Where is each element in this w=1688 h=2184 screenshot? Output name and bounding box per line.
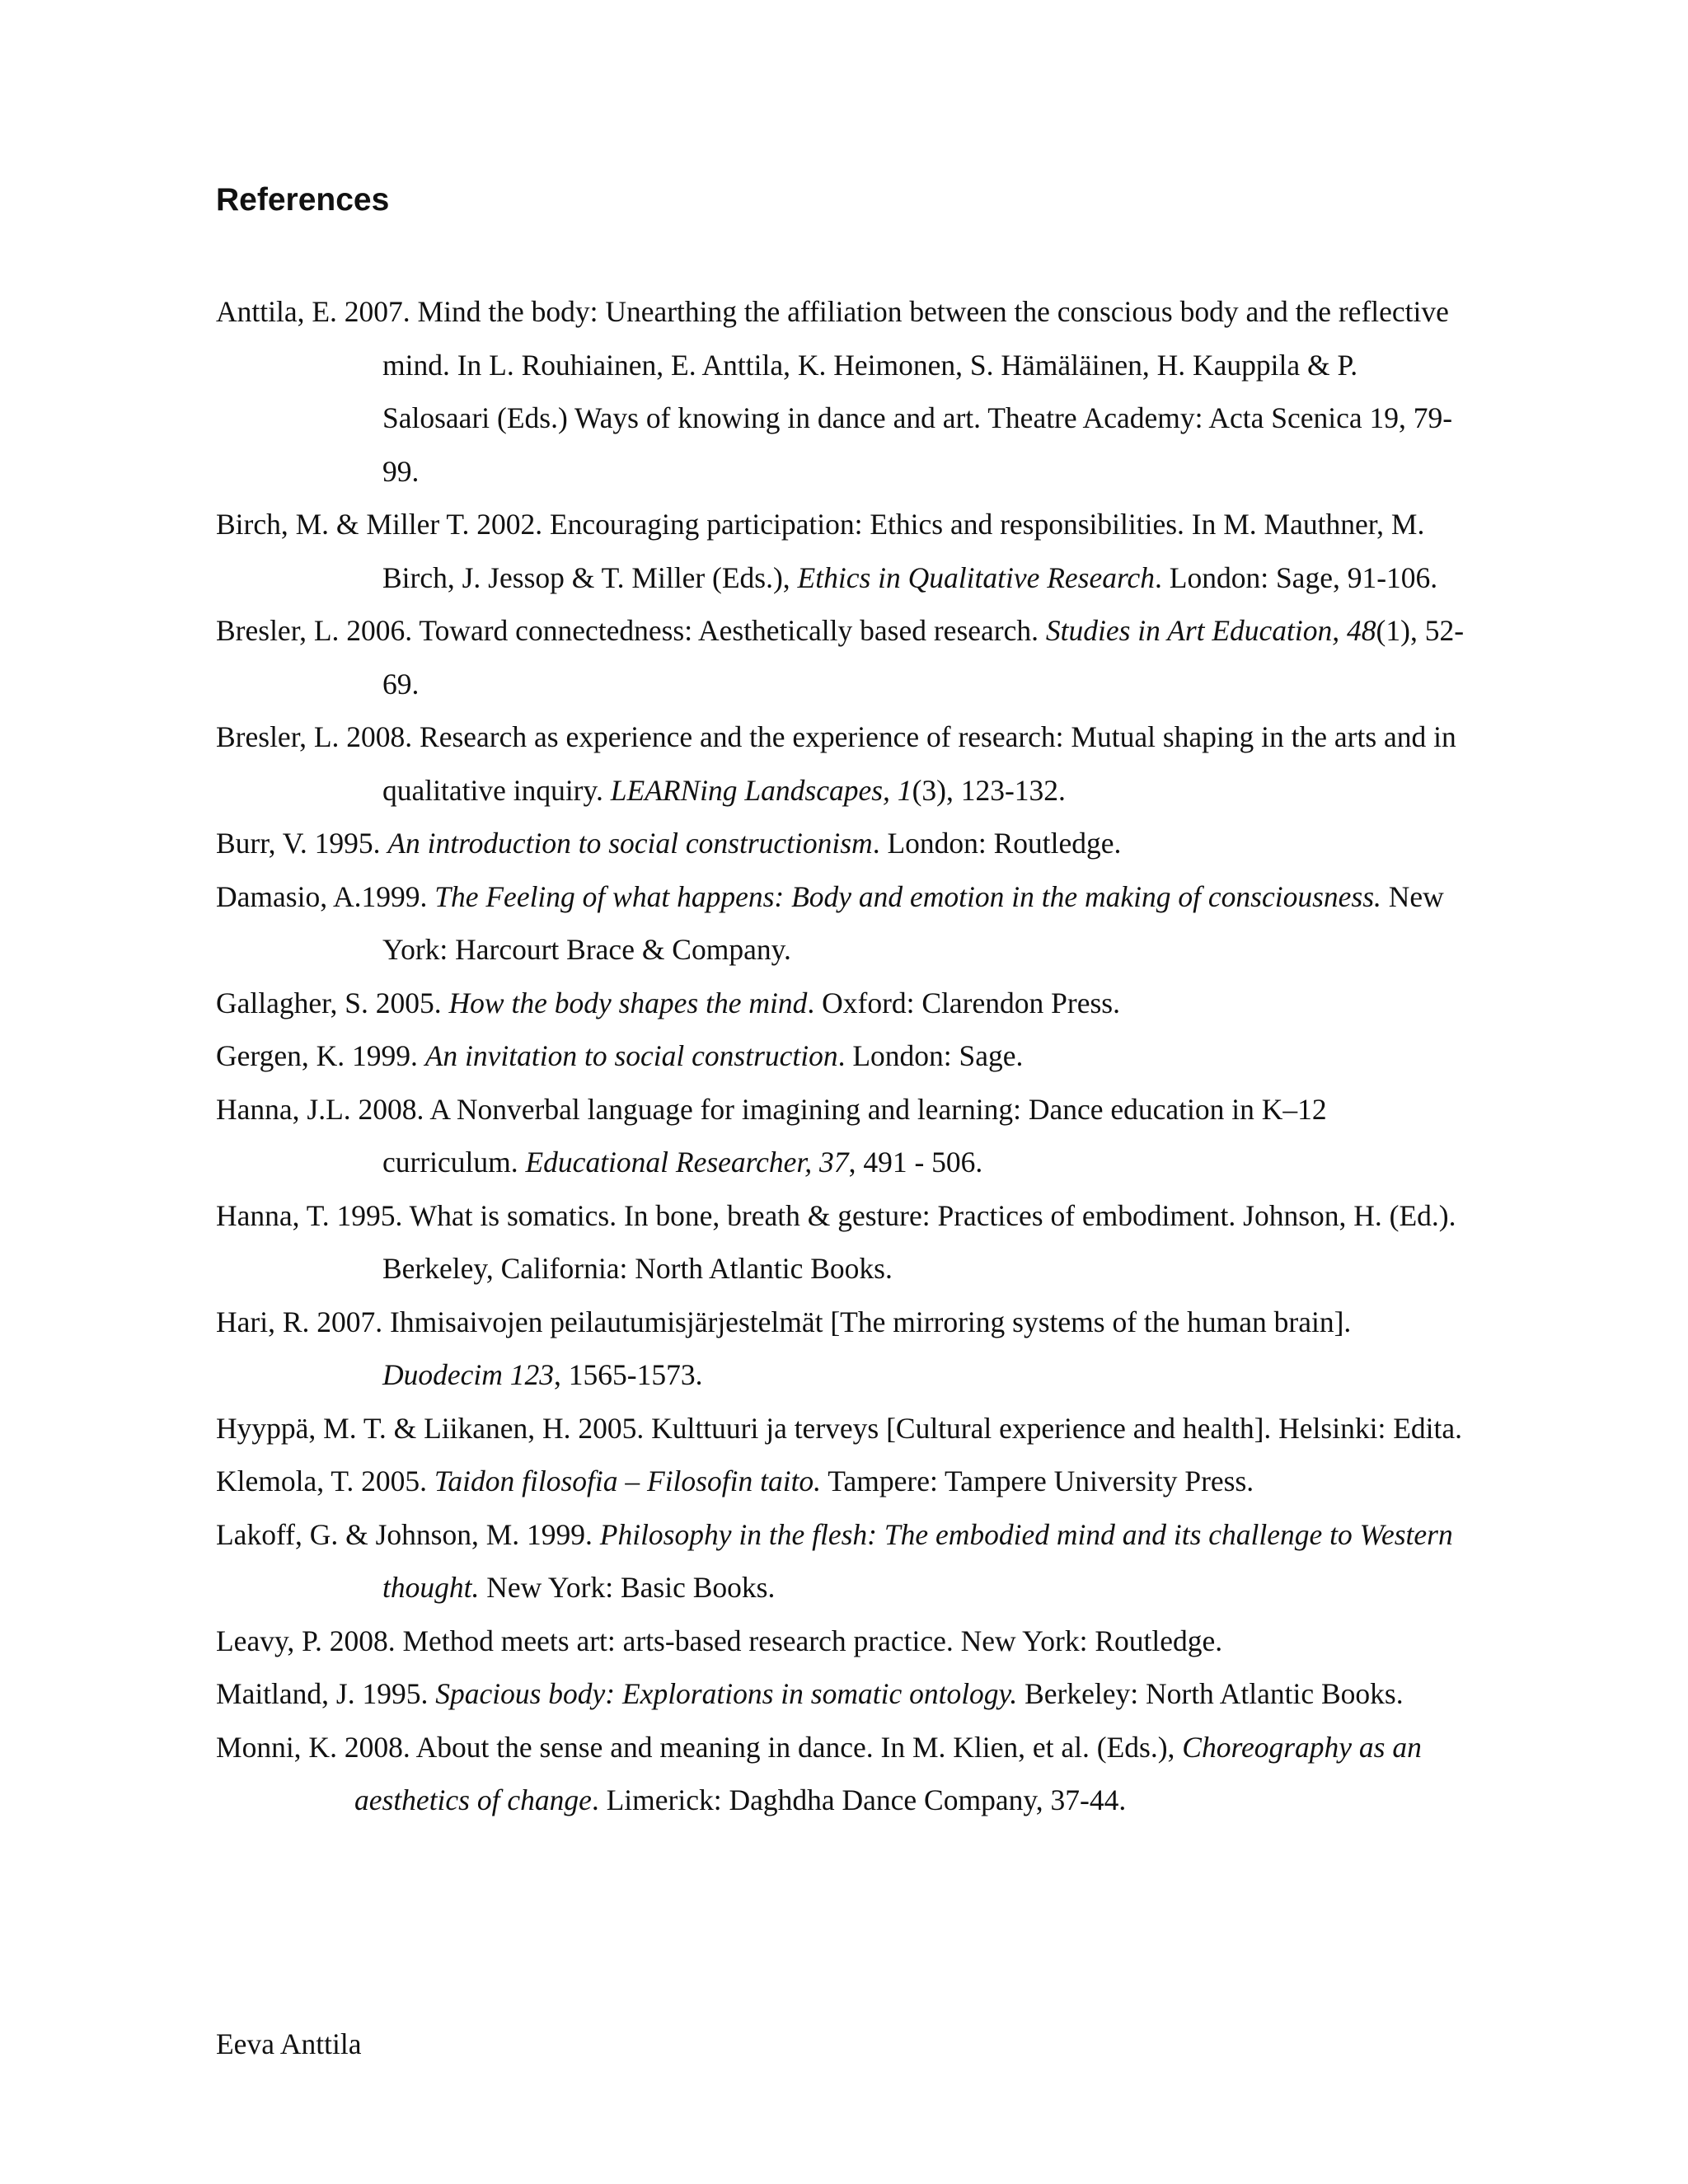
reference-entry: Maitland, J. 1995. Spacious body: Explorations in somatic ontology. Berkeley: North Atlantic Books. — [216, 1677, 1404, 1710]
page-title: References — [216, 182, 390, 218]
reference-entry: Burr, V. 1995. An introduction to social constructionism. London: Routledge. — [216, 827, 1122, 860]
reference-entry: Damasio, A.1999. The Feeling of what happens: Body and emotion in the making of consciousness. New York: Harcourt Brace & Company. — [216, 879, 1444, 966]
reference-entry: Leavy, P. 2008. Method meets art: arts-based research practice. New York: Routledge. — [216, 1624, 1223, 1657]
reference-entry: Lakoff, G. & Johnson, M. 1999. Philosophy in the flesh: The embodied mind and its challenge to Western thought. New York: Basic Books. — [216, 1517, 1453, 1604]
page-footer-author: Eeva Anttila — [216, 2027, 362, 2060]
reference-entry: Anttila, E. 2007. Mind the body: Unearthing the affiliation between the conscious body and the reflective mind. In L. Rouhiainen, E. Anttila, K. Heimonen, S. Hämäläinen, H. Kauppila & P. Salosaari (Eds.) Ways of knowing in dance and art. Theatre Academy: Acta Scenica 19, 79-99. — [216, 295, 1453, 488]
reference-entry: Hanna, J.L. 2008. A Nonverbal language for imagining and learning: Dance education in K–12 curriculum. Educational Researcher, 37, 491 - 506. — [216, 1092, 1327, 1179]
reference-entry: Hyyppä, M. T. & Liikanen, H. 2005. Kulttuuri ja terveys [Cultural experience and health]. Helsinki: Edita. — [216, 1411, 1462, 1445]
reference-entry: Gallagher, S. 2005. How the body shapes the mind. Oxford: Clarendon Press. — [216, 986, 1120, 1019]
reference-entry: Bresler, L. 2008. Research as experience and the experience of research: Mutual shaping in the arts and in qualitative inquiry. LEARNing Landscapes, 1(3), 123-132. — [216, 720, 1456, 807]
reference-entry: Monni, K. 2008. About the sense and meaning in dance. In M. Klien, et al. (Eds.), Choreography as an aesthetics of change. Limerick: Daghdha Dance Company, 37-44. — [216, 1730, 1422, 1816]
reference-entry: Hari, R. 2007. Ihmisaivojen peilautumisjärjestelmät [The mirroring systems of the human brain]. Duodecim 123, 1565-1573. — [216, 1305, 1352, 1391]
reference-list — [216, 285, 1469, 1827]
reference-entry: Gergen, K. 1999. An invitation to social construction. London: Sage. — [216, 1039, 1024, 1072]
reference-entry: Bresler, L. 2006. Toward connectedness: Aesthetically based research. Studies in Art Education, 48(1), 52-69. — [216, 614, 1465, 701]
reference-entry: Klemola, T. 2005. Taidon filosofia – Filosofin taito. Tampere: Tampere University Press. — [216, 1465, 1254, 1497]
reference-entry: Birch, M. & Miller T. 2002. Encouraging participation: Ethics and responsibilities. In M. Mauthner, M. Birch, J. Jessop & T. Miller (Eds.), Ethics in Qualitative Research. London: Sage, 91-106. — [216, 508, 1438, 594]
reference-entry: Hanna, T. 1995. What is somatics. In bone, breath & gesture: Practices of embodiment. Johnson, H. (Ed.). Berkeley, California: North Atlantic Books. — [216, 1198, 1456, 1285]
